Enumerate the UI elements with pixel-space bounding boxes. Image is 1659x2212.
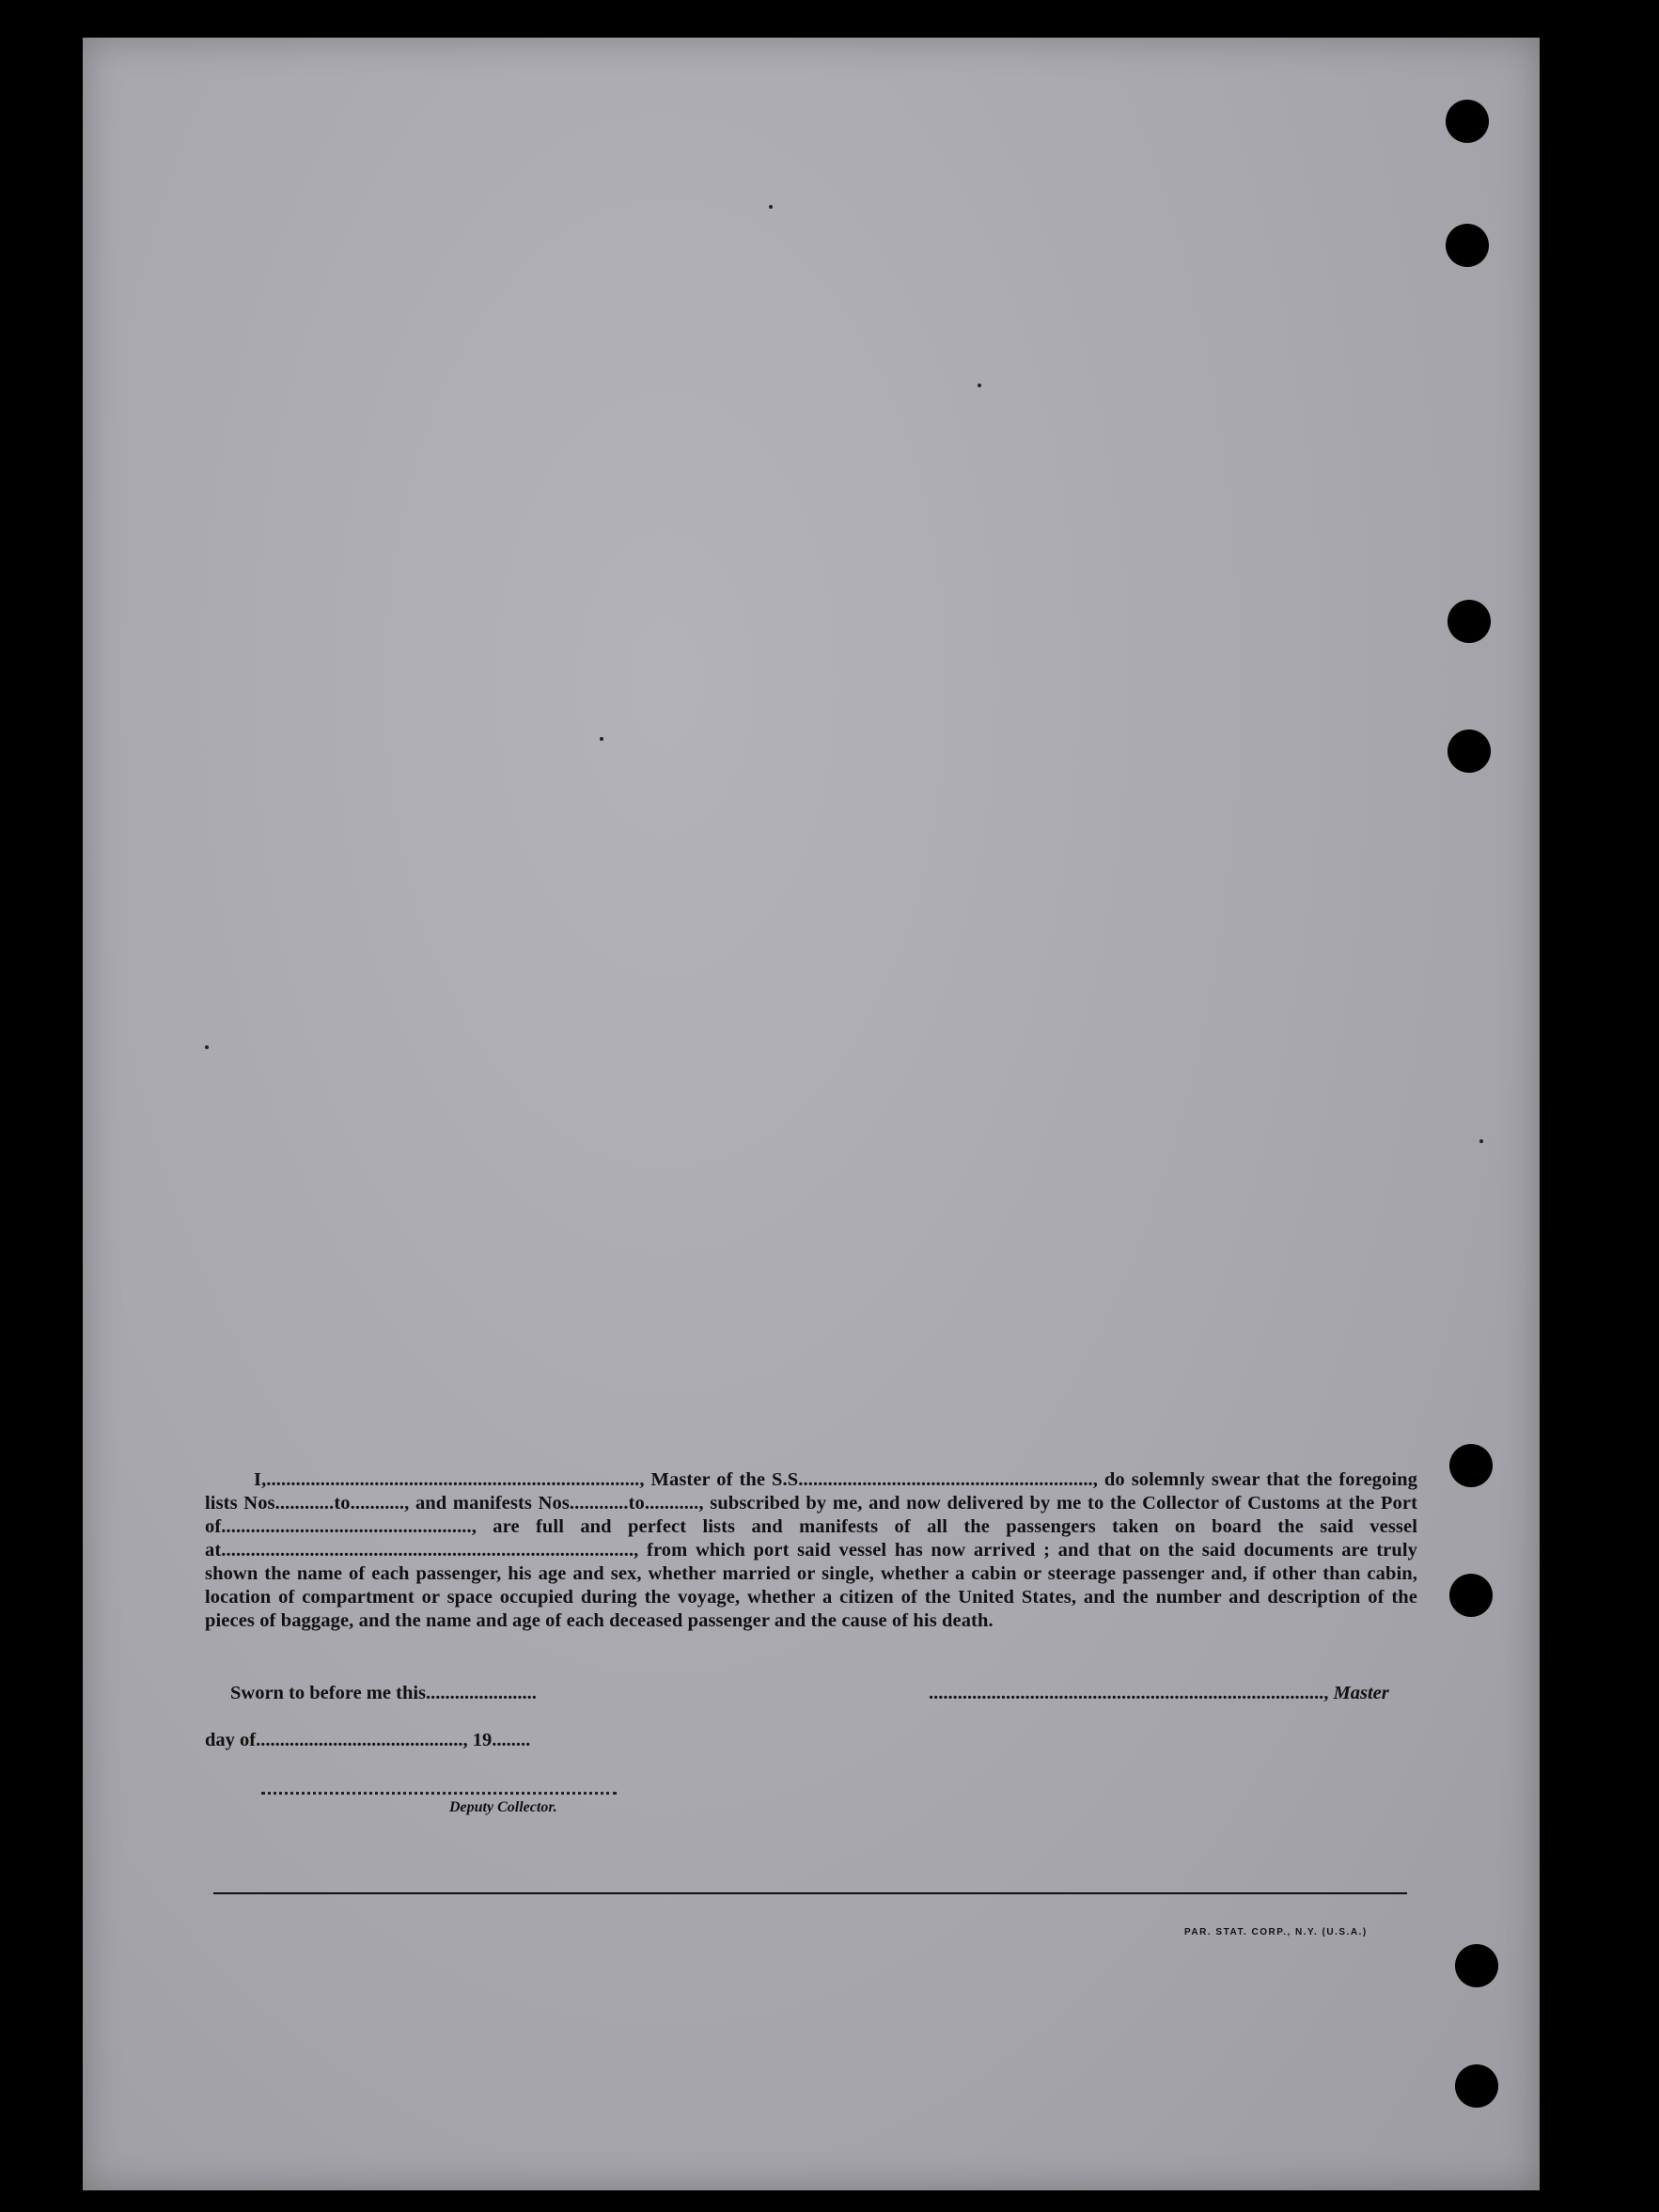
master-label: Master <box>1333 1683 1389 1703</box>
day-line <box>205 1730 530 1751</box>
day-label: day of..........................................., 19........ <box>205 1730 531 1750</box>
punch-hole <box>1446 224 1489 267</box>
punch-hole <box>1455 1944 1498 1987</box>
master-oath-paragraph <box>205 1468 1417 1633</box>
speck <box>205 1045 209 1049</box>
deputy-signature-rule <box>261 1792 617 1795</box>
speck <box>978 384 981 387</box>
printer-imprint: PAR. STAT. CORP., N.Y. (U.S.A.) <box>1184 1927 1368 1937</box>
speck <box>769 205 773 209</box>
bottom-rule <box>213 1892 1407 1894</box>
punch-hole <box>1449 1444 1493 1487</box>
punch-hole <box>1449 1574 1493 1617</box>
oath-text: I,............................................................................, Master of the S.S............................................................, do solemnly swear that the foregoing lists Nos............to..........., and manifests Nos............to..........., subscribed by me, and now delivered by me to the Collector of Customs at the Port of..................................................., are full and perfect lists and manifests of all the passengers taken on board the said vessel at...................................................................................., from which port said vessel has now arrived ; and that on the said documents are truly shown the name of each passenger, his age and sex, whether married or single, whether a cabin or steerage passenger and, if other than cabin, location of compartment or space occupied during the voyage, whether a citizen of the United States, and the number and description of the pieces of baggage, and the name and age of each deceased passenger and the cause of his death. <box>205 1469 1417 1631</box>
punch-hole <box>1448 600 1491 643</box>
sworn-line <box>230 1683 537 1704</box>
speck <box>600 737 603 741</box>
punch-hole <box>1455 2064 1498 2108</box>
sworn-label: Sworn to before me this....................... <box>230 1683 537 1703</box>
master-signature-line <box>929 1683 1389 1704</box>
form-sheet <box>83 38 1540 2190</box>
punch-hole <box>1448 729 1491 773</box>
deputy-collector-label: Deputy Collector. <box>449 1799 557 1815</box>
master-dots: .................................................................................., <box>929 1683 1329 1703</box>
punch-hole <box>1446 100 1489 143</box>
speck <box>1479 1139 1483 1143</box>
